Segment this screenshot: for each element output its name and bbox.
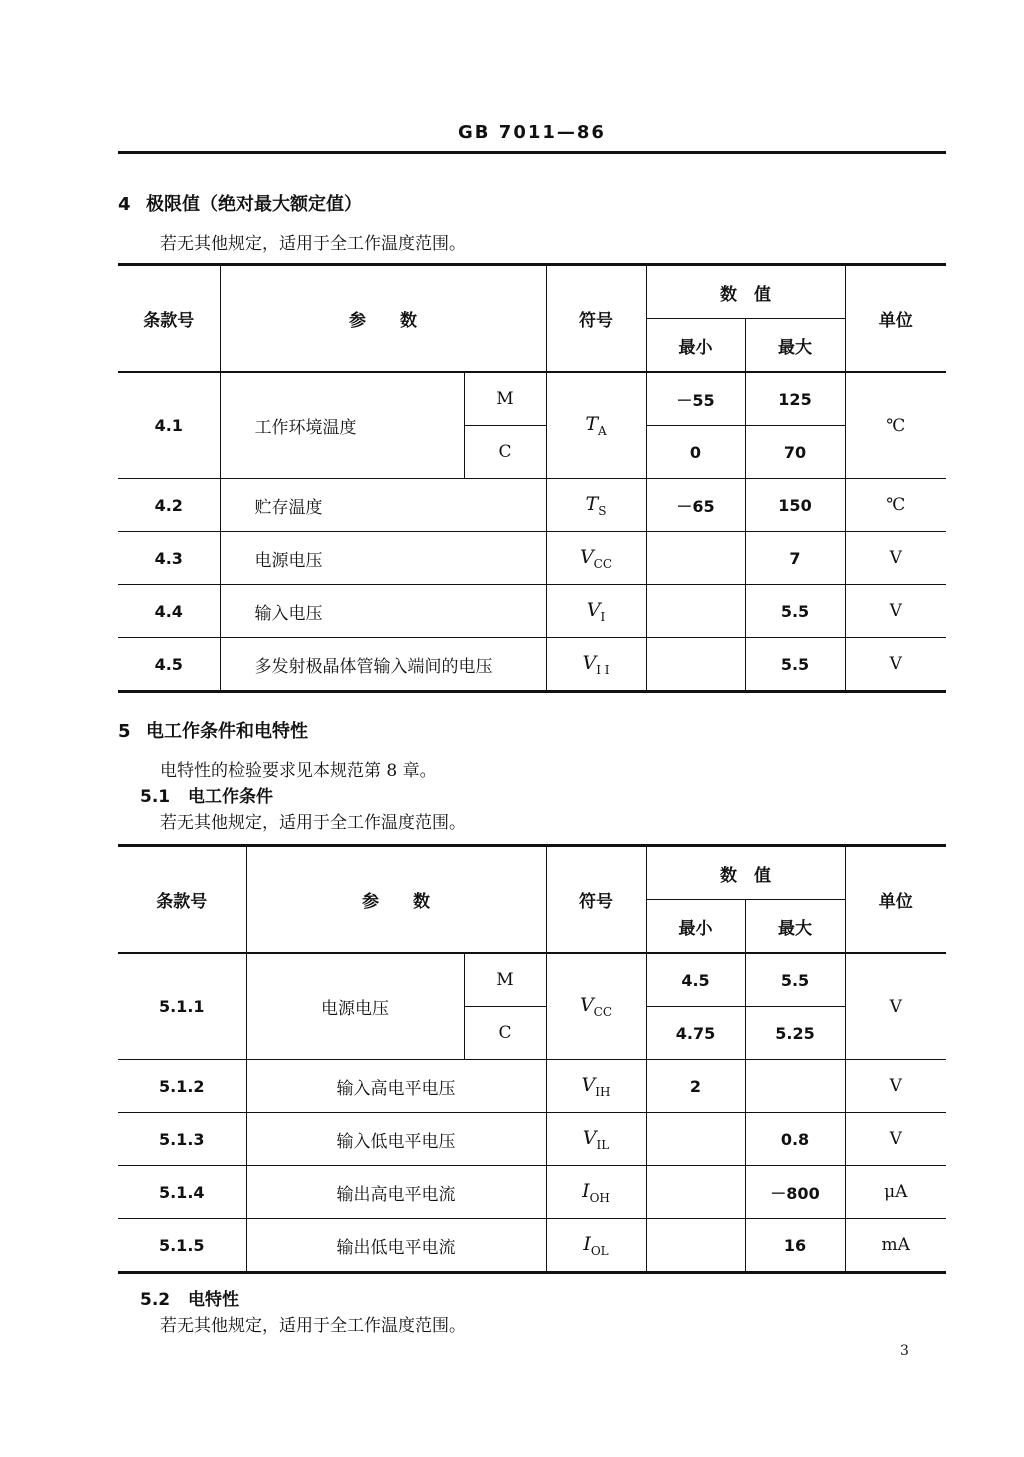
unit-cell: V — [845, 585, 946, 638]
clause-cell: 5.1.2 — [118, 1060, 246, 1113]
unit-cell: V — [845, 638, 946, 692]
table-row — [118, 532, 946, 585]
table-row — [118, 638, 946, 692]
operating-conditions-table — [118, 844, 946, 1274]
clause-cell: 5.1.4 — [118, 1166, 246, 1219]
table-row — [118, 372, 946, 426]
max-cell: 16 — [745, 1219, 845, 1273]
symbol-cell: $V_{IL}$ — [546, 1113, 646, 1166]
symbol-cell: $V_{I I}$ — [546, 638, 646, 692]
header-min: 最小 — [646, 900, 745, 954]
section-4-number: 4 — [118, 194, 131, 215]
unit-cell: ℃ — [845, 372, 946, 479]
page-number: 3 — [900, 1343, 909, 1359]
clause-cell: 4.1 — [118, 372, 220, 479]
header-symbol: 符号 — [546, 846, 646, 954]
symbol-letter: T — [585, 413, 598, 436]
subsection-5-2-note: 若无其他规定，适用于全工作温度范围。 — [160, 1316, 466, 1336]
clause-cell: 5.1.1 — [118, 953, 246, 1060]
header-symbol: 符号 — [546, 265, 646, 373]
min-cell — [646, 638, 745, 692]
min-cell — [646, 585, 745, 638]
max-cell: 70 — [745, 426, 845, 479]
symbol-cell: $V_{IH}$ — [546, 1060, 646, 1113]
header-rule — [118, 151, 946, 154]
unit-cell: V — [845, 532, 946, 585]
parameter-cell: 电源电压 — [220, 532, 546, 585]
section-4-note: 若无其他规定，适用于全工作温度范围。 — [160, 234, 466, 254]
subsection-5-1-note: 若无其他规定，适用于全工作温度范围。 — [160, 813, 466, 833]
min-cell: 4.75 — [646, 1007, 745, 1060]
subsection-5-1-number: 5.1 — [140, 787, 171, 807]
symbol-cell: $T_S$ — [546, 479, 646, 532]
table-row — [118, 953, 946, 1007]
max-cell: 125 — [745, 372, 845, 426]
unit-cell: V — [845, 1113, 946, 1166]
clause-cell: 5.1.3 — [118, 1113, 246, 1166]
unit-cell: ℃ — [845, 479, 946, 532]
max-cell: 150 — [745, 479, 845, 532]
subsection-5-1-title: 电工作条件 — [188, 787, 273, 807]
min-cell: －65 — [646, 479, 745, 532]
grade-c-cell: C — [464, 1007, 546, 1060]
parameter-cell: 输入低电平电压 — [246, 1113, 546, 1166]
limits-table — [118, 263, 946, 693]
unit-cell: V — [845, 953, 946, 1060]
subsection-5-2-title: 电特性 — [188, 1290, 239, 1310]
section-5-number: 5 — [118, 721, 131, 742]
symbol-cell: $I_{OH}$ — [546, 1166, 646, 1219]
unit-cell: μA — [845, 1166, 946, 1219]
parameter-cell: 贮存温度 — [220, 479, 546, 532]
parameter-cell: 输入电压 — [220, 585, 546, 638]
parameter-cell: 输出高电平电流 — [246, 1166, 546, 1219]
symbol-cell: $V_{CC}$ — [546, 953, 646, 1060]
grade-c-cell: C — [464, 426, 546, 479]
min-cell — [646, 1219, 745, 1273]
table-row — [118, 1113, 946, 1166]
symbol-cell: $V_{CC}$ — [546, 532, 646, 585]
min-cell — [646, 1166, 745, 1219]
subsection-5-1-heading — [140, 782, 273, 807]
unit-cell: mA — [845, 1219, 946, 1273]
clause-cell: 4.5 — [118, 638, 220, 692]
header-value: 数 值 — [646, 265, 845, 319]
table-row — [118, 585, 946, 638]
header-parameter: 参 数 — [220, 265, 546, 373]
max-cell: 5.5 — [745, 638, 845, 692]
symbol-cell: $I_{OL}$ — [546, 1219, 646, 1273]
subsection-5-2-heading — [140, 1285, 239, 1310]
parameter-cell: 多发射极晶体管输入端间的电压 — [220, 638, 546, 692]
max-cell: 5.25 — [745, 1007, 845, 1060]
header-parameter: 参 数 — [246, 846, 546, 954]
parameter-cell: 输入高电平电压 — [246, 1060, 546, 1113]
max-cell: 5.5 — [745, 953, 845, 1007]
clause-cell: 4.2 — [118, 479, 220, 532]
table-row — [118, 1166, 946, 1219]
section-5-note: 电特性的检验要求见本规范第 8 章。 — [160, 761, 437, 781]
clause-cell: 4.4 — [118, 585, 220, 638]
symbol-cell: $V_I$ — [546, 585, 646, 638]
header-max: 最大 — [745, 900, 845, 954]
max-cell: 7 — [745, 532, 845, 585]
clause-cell: 5.1.5 — [118, 1219, 246, 1273]
unit-cell: V — [845, 1060, 946, 1113]
max-cell — [745, 1060, 845, 1113]
section-5-heading — [118, 717, 308, 743]
header-value: 数 值 — [646, 846, 845, 900]
subsection-5-2-number: 5.2 — [140, 1290, 171, 1310]
section-4-title: 极限值（绝对最大额定值） — [146, 194, 362, 215]
min-cell: 4.5 — [646, 953, 745, 1007]
table-row — [118, 1060, 946, 1113]
grade-m-cell: M — [464, 372, 546, 426]
max-cell: 0.8 — [745, 1113, 845, 1166]
min-cell — [646, 1113, 745, 1166]
header-max: 最大 — [745, 319, 845, 373]
section-5-title: 电工作条件和电特性 — [146, 721, 308, 742]
min-cell: 2 — [646, 1060, 745, 1113]
section-4-heading — [118, 190, 362, 216]
header-min: 最小 — [646, 319, 745, 373]
min-cell: 0 — [646, 426, 745, 479]
table-row — [118, 479, 946, 532]
min-cell — [646, 532, 745, 585]
header-clause: 条款号 — [118, 846, 246, 954]
parameter-cell: 输出低电平电流 — [246, 1219, 546, 1273]
max-cell: 5.5 — [745, 585, 845, 638]
header-clause: 条款号 — [118, 265, 220, 373]
document-header: GB 7011—86 — [458, 122, 606, 143]
table-row — [118, 1219, 946, 1273]
min-cell: －55 — [646, 372, 745, 426]
header-unit: 单位 — [845, 846, 946, 954]
symbol-subscript: A — [598, 423, 607, 438]
parameter-cell: 电源电压 — [246, 953, 464, 1060]
header-unit: 单位 — [845, 265, 946, 373]
symbol-cell — [546, 372, 646, 479]
grade-m-cell: M — [464, 953, 546, 1007]
clause-cell: 4.3 — [118, 532, 220, 585]
max-cell: －800 — [745, 1166, 845, 1219]
parameter-cell: 工作环境温度 — [220, 372, 464, 479]
